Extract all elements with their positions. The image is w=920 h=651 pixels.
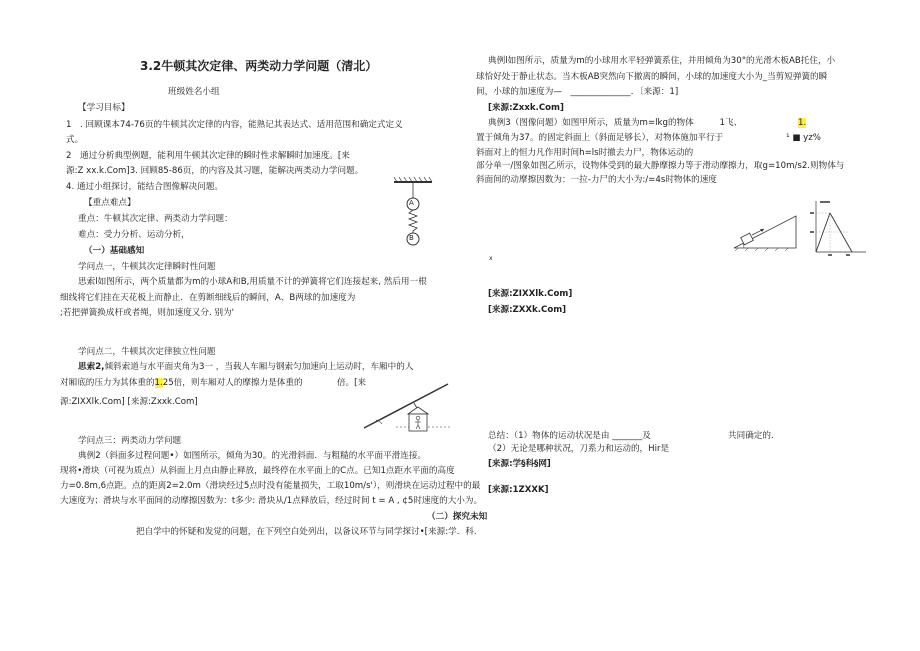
source-2: [来源:ZIXXlk.Com] — [488, 289, 573, 299]
key-point: 重点：牛顿其次定律、两类动力学问题： — [78, 214, 233, 224]
example-3-line-2: 置于倾角为37。的固定斜面上（斜面足够长），对物体施加平行于 ¹ ■ yz% — [476, 133, 821, 143]
example-3-text: 典例3（图像问题）如图甲所示，质量为m=lkg的物体 1飞、 — [488, 118, 799, 128]
goal-2-line-2: 源:Z xx.k.Com]3. 回顾85-86页，的内容及其习题，能解决两类动力学问题。 — [66, 166, 364, 176]
incline-cable-figure — [362, 380, 452, 435]
think-2-label: 思索2, — [78, 362, 105, 372]
think-2-post: 25倍，则车厢对人的摩擦力是体重的 倍。[来 — [162, 378, 367, 388]
page-title: 3.2牛顿其次定律、两类动力学问题（清北） — [140, 59, 378, 73]
knowledge-point-1-title: 学问点一，牛顿其次定律瞬时性问题 — [78, 262, 216, 272]
goals-header: 【学习目标】 — [78, 103, 130, 113]
section-explore-unknown: （二）探究未知 — [427, 512, 488, 522]
think-2-text: 倾斜索道与水平面夹角为3一 ，当载人车厢与钢索匀加速向上运动时，车厢中的人 — [104, 362, 414, 372]
example-3-line-3: 斜面对上的恒力凡作用时间h=ls时撤去力尸，物体运动的 — [476, 148, 694, 158]
think-1-line-1: 思索l如图所示，两个质量都为m的小球A和B,用质量不计的弹簧将它们连接起来, 然后用一根 — [78, 277, 427, 287]
example-3-line-1 — [488, 118, 806, 129]
think-2-highlight: 1. — [154, 378, 163, 388]
example-3-line-5: 斜面间的动摩擦因数为：一拉-力尸的大小为:/=4s时物体的速度 — [476, 175, 717, 185]
difficulty: 难点：受力分析、运动分析， — [78, 230, 190, 240]
source-3: [来源:ZXXk.Com] — [488, 305, 567, 315]
ball-b-label: B — [409, 234, 414, 242]
figure-caption-x: x — [489, 255, 493, 262]
goal-4: 4. 通过小组探讨，能结合图像解决问题。 — [66, 182, 224, 192]
velocity-time-graph — [808, 198, 870, 258]
example-3-highlight: 1. — [798, 118, 807, 128]
class-info: 班级姓名小组 — [168, 87, 220, 97]
knowledge-point-2-title: 学问点二，牛顿其次定律独立性问题 — [78, 347, 216, 357]
spring-balls-figure — [392, 176, 442, 251]
example-3-line-4: 部分单一/图象如图乙所示，设物体受到的最大静摩擦力等于滑动摩擦力，取g=10m/s2.则物体与 — [476, 161, 845, 171]
goal-1-line-2: 式。 — [66, 135, 84, 145]
goal-1-line-1: 1 . 回顾课本74-76页的牛顿其次定律的内容，能熟记其表达式、适用范围和确定式定义 — [66, 120, 403, 130]
example-1-line-1: 典例l如图所示，质量为m的小球用水平轻弹簧系住，并用倾角为30°的光滑木板AB托住，小 — [488, 56, 836, 66]
think-1-line-3: ;若把弹簧换成杆或者绳，则加速度又分. 别为' — [60, 308, 235, 318]
knowledge-point-3-title: 学问点三：两类动力学问题 — [78, 436, 182, 446]
think-2-line-2 — [60, 378, 366, 389]
example-2-line-1: 典例2（斜面多过程问题•）如图所示，倾角为30。的光滑斜面．与粗糙的水平面平滑连接。 — [78, 451, 427, 461]
key-header: 【重点难点】 — [84, 198, 136, 208]
summary-line-1-end: 共同确定的. — [728, 431, 774, 441]
example-2-line-4: 大速度为；滑块与水平面间的动摩擦因数为：t多少: 滑块从/1点释放后，经过时间 t = A , ¢5时速度的大小为。 — [60, 496, 483, 506]
example-1-line-3: 间，小球的加速度为— ______________．〔来源：1] — [476, 87, 679, 97]
think-2-source: 源:ZIXXlk.Com] [来源:Zxxk.Com] — [60, 397, 198, 407]
example-1-line-2: 球恰好处于静止状态。当木板AB突然向下撤离的瞬间，小球的加速度大小为_当剪短弹簧的瞬 — [476, 72, 828, 82]
section-basic-perception: （一）基础感知 — [84, 246, 145, 256]
questions-prompt: 把自学中的怀疑和发觉的问题，在下列空白处列出，以备议环节与同学探讨•[来源:学．科. — [136, 527, 477, 537]
think-1-line-2: 细线将它们挂在天花板上而静止．在剪断细线后的瞬间，A、B两球的加速度为 — [60, 293, 356, 303]
example-2-line-3: 力=0.8m,6点距。点的距离2=2.0m（滑块经过5点时没有能量损失，工取10m/s'），则滑块在运动过程中的最 — [60, 481, 481, 491]
example-2-line-2: 现将•滑块（可视为质点）从斜面上月点由静止释放，最终停在水平面上的C点。已知1点距水平面的高度 — [60, 466, 455, 476]
summary-line-2: （2）无论是哪种状况，刀系力和运动的，Hir是 — [488, 444, 670, 454]
ball-a-label: A — [409, 199, 414, 207]
think-2-line-1 — [78, 362, 413, 373]
think-2-pre: 对厢底的压力为其体重的 — [60, 378, 155, 388]
source-5: [来源:1ZXXK] — [488, 485, 549, 495]
source-1: [来源:Zxxk.Com] — [488, 103, 564, 113]
goal-2-line-1: 2 通过分析典型例题，能利用牛顿其次定律的瞬时性求解瞬时加速度。[来 — [66, 151, 350, 161]
source-4: [来源:学§科§网] — [488, 459, 551, 469]
incline-block-figure — [730, 212, 802, 252]
summary-line-1: 总结：（1）物体的运动状况是由 _______及 — [488, 431, 651, 441]
